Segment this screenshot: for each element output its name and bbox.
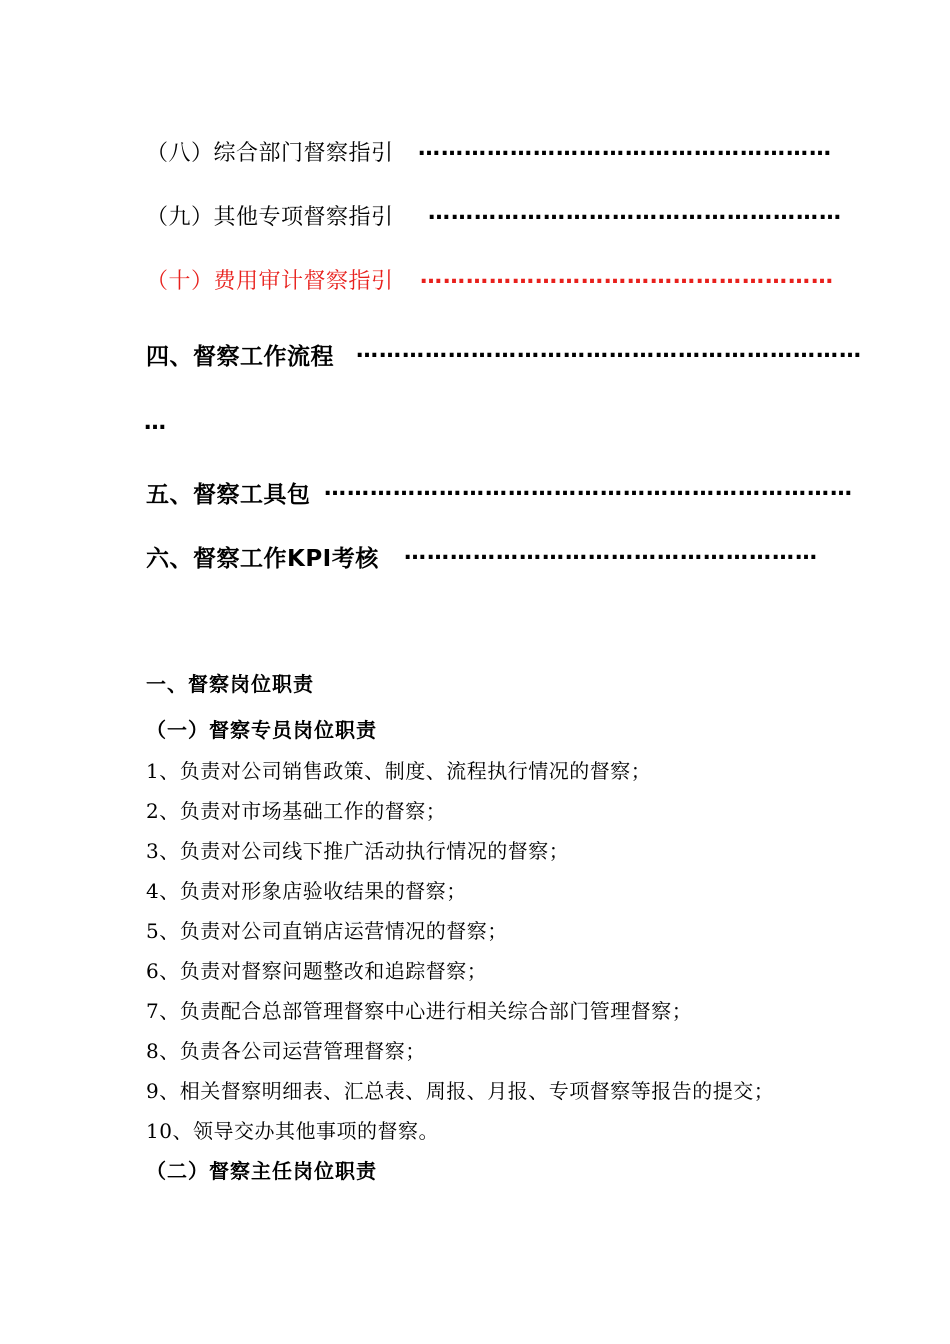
- duty-item: 7、负责配合总部管理督察中心进行相关综合部门管理督察；: [146, 999, 693, 1023]
- duty-item: 8、负责各公司运营管理督察；: [146, 1039, 426, 1063]
- toc-item-10-leader: ………………………………………………: [420, 264, 834, 289]
- duty-item: 2、负责对市场基础工作的督察；: [146, 799, 447, 823]
- duty-item: 3、负责对公司线下推广活动执行情况的督察；: [146, 839, 570, 863]
- duty-item: 10、领导交办其他事项的督察。: [146, 1119, 439, 1143]
- toc-item-4-label: 四、督察工作流程: [146, 344, 334, 370]
- toc-item-6-leader: ………………………………………………: [404, 540, 818, 565]
- duty-item: 6、负责对督察问题整改和追踪督察；: [146, 959, 488, 983]
- toc-item-9-leader: ………………………………………………: [428, 200, 842, 225]
- duty-item: 4、负责对形象店验收结果的督察；: [146, 879, 467, 903]
- toc-item-4[interactable]: [146, 338, 334, 371]
- toc-item-6-label: 六、督察工作KPI考核: [146, 546, 379, 572]
- toc-item-10-label: （十）费用审计督察指引: [146, 269, 394, 294]
- toc-item-5[interactable]: [146, 476, 311, 509]
- duty-item: 5、负责对公司直销店运营情况的督察；: [146, 919, 508, 943]
- toc-item-4-leader: …………………………………………………………: [356, 338, 862, 363]
- toc-item-9[interactable]: [146, 200, 394, 231]
- toc-item-6[interactable]: [146, 540, 379, 573]
- toc-item-5-label: 五、督察工具包: [146, 482, 311, 508]
- subsection-1-title: （一）督察专员岗位职责: [146, 718, 377, 742]
- toc-item-8-leader: ………………………………………………: [418, 136, 832, 161]
- subsection-2-title: （二）督察主任岗位职责: [146, 1159, 377, 1183]
- toc-item-8-label: （八）综合部门督察指引: [146, 141, 394, 166]
- section-1-title: 一、督察岗位职责: [146, 672, 314, 696]
- toc-item-5-leader: ……………………………………………………………: [324, 476, 853, 501]
- duty-item: 9、相关督察明细表、汇总表、周报、月报、专项督察等报告的提交；: [146, 1079, 775, 1103]
- toc-item-8[interactable]: [146, 136, 394, 167]
- toc-ellipsis: …: [144, 410, 167, 435]
- duty-item: 1、负责对公司销售政策、制度、流程执行情况的督察；: [146, 759, 652, 783]
- toc-item-10[interactable]: [146, 264, 394, 295]
- toc-item-9-label: （九）其他专项督察指引: [146, 205, 394, 230]
